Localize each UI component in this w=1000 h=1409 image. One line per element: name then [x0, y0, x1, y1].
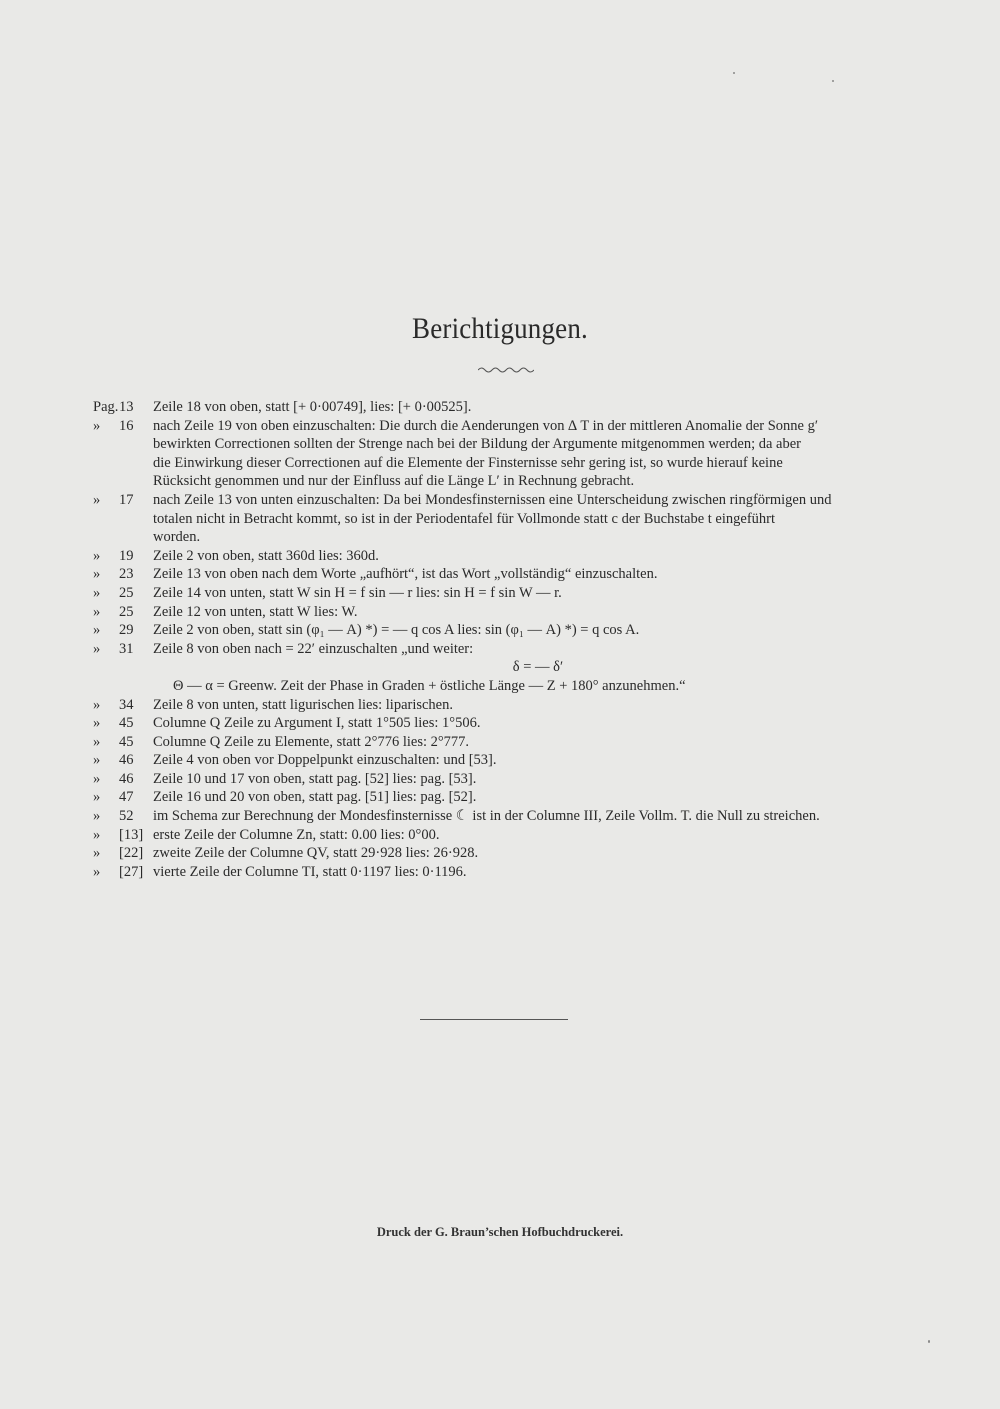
- correction-text: nach Zeile 13 von unten einzuschalten: Da bei Mondesfinsternissen eine Unterscheidung zwischen ringförmigen und: [153, 491, 832, 508]
- correction-text: Zeile 10 und 17 von oben, statt pag. [52] lies: pag. [53].: [153, 770, 477, 787]
- correction-entry: [93, 640, 923, 659]
- ditto-mark: »: [93, 863, 101, 880]
- page-reference: [93, 770, 151, 789]
- page-reference: [93, 863, 151, 882]
- equation-line: δ = — δ′: [512, 659, 564, 676]
- page-number: 34: [119, 696, 134, 713]
- page-reference: [93, 491, 151, 510]
- page-title: Berichtigungen.: [412, 312, 588, 345]
- ditto-mark: »: [93, 491, 101, 508]
- page-number: 47: [119, 789, 134, 806]
- corrections-list: [93, 398, 923, 881]
- correction-text: die Einwirkung dieser Correctionen auf die Elemente der Finsternisse sehr gering ist, so wurde hierauf keine: [153, 454, 783, 471]
- page-reference: [93, 788, 151, 807]
- ditto-mark: »: [93, 770, 101, 787]
- correction-entry: [93, 547, 923, 566]
- correction-text: totalen nicht in Betracht kommt, so ist in der Periodentafel für Vollmonde statt c der Buchstabe t eingeführt: [153, 510, 776, 527]
- correction-entry: [93, 417, 923, 491]
- correction-text: Zeile 4 von oben vor Doppelpunkt einzuschalten: und [53].: [153, 752, 497, 769]
- page-number: 45: [119, 733, 134, 750]
- correction-entry: [93, 770, 923, 789]
- correction-text: Zeile 12 von unten, statt W lies: W.: [153, 603, 358, 620]
- ditto-mark: »: [93, 808, 101, 825]
- page-reference: [93, 547, 151, 566]
- correction-text: vierte Zeile der Columne TI, statt 0·1197 lies: 0·1196.: [153, 863, 467, 880]
- page-number: 23: [119, 566, 134, 583]
- page-number: 46: [119, 752, 134, 769]
- page-reference: [93, 733, 151, 752]
- page-reference: [93, 603, 151, 622]
- correction-entry: [93, 398, 923, 417]
- correction-entry: [93, 621, 923, 640]
- page-number: 19: [119, 547, 134, 564]
- page-reference: [93, 584, 151, 603]
- page-number: 13: [119, 399, 134, 415]
- page-reference: [93, 807, 151, 826]
- ditto-mark: »: [93, 789, 101, 806]
- page-number: [22]: [119, 845, 144, 862]
- correction-text: im Schema zur Berechnung der Mondesfinsternisse ☾ ist in der Columne III, Zeile Vollm. T. die Null zu streichen.: [153, 808, 820, 825]
- correction-text: erste Zeile der Columne Zn, statt: 0.00 lies: 0°00.: [153, 826, 440, 843]
- correction-text: Zeile 18 von oben, statt [+ 0·00749], lies: [+ 0·00525].: [153, 399, 472, 415]
- ditto-mark: »: [93, 566, 101, 583]
- correction-entry: [93, 603, 923, 622]
- correction-text: Zeile 14 von unten, statt W sin H = f sin — r lies: sin H = f sin W — r.: [153, 584, 562, 601]
- page-speck: [832, 80, 834, 82]
- ditto-mark: »: [93, 845, 101, 862]
- ditto-mark: »: [93, 752, 101, 769]
- correction-text: zweite Zeile der Columne QV, statt 29·928 lies: 26·928.: [153, 845, 479, 862]
- page-number: 16: [119, 417, 134, 434]
- page-reference: [93, 640, 151, 659]
- correction-entry: [93, 807, 923, 826]
- correction-entry: [93, 826, 923, 845]
- page-reference: [93, 565, 151, 584]
- page-reference: [93, 844, 151, 863]
- page-number: 17: [119, 491, 134, 508]
- page-number: 52: [119, 808, 134, 825]
- page-number: 29: [119, 622, 134, 639]
- correction-text: Zeile 16 und 20 von oben, statt pag. [51] lies: pag. [52].: [153, 789, 477, 806]
- correction-text: Columne Q Zeile zu Argument I, statt 1°505 lies: 1°506.: [153, 715, 481, 732]
- correction-entry: [93, 565, 923, 584]
- title-ornament: [478, 366, 534, 374]
- correction-text: worden.: [153, 529, 201, 546]
- correction-entry: [93, 733, 923, 752]
- correction-entry: [93, 491, 923, 547]
- page-reference: [93, 398, 151, 417]
- page-number: 25: [119, 603, 134, 620]
- page-reference: [93, 714, 151, 733]
- page-reference: [93, 621, 151, 640]
- divider-rule: [420, 1019, 568, 1020]
- correction-text: Rücksicht genommen und nur der Einfluss auf die Länge L′ in Rechnung gebracht.: [153, 473, 635, 490]
- ditto-mark: Pag.: [93, 399, 119, 415]
- ditto-mark: »: [93, 826, 101, 843]
- page-number: 31: [119, 640, 134, 657]
- correction-text: Zeile 13 von oben nach dem Worte „aufhört“, ist das Wort „vollständig“ einzuschalten.: [153, 566, 658, 583]
- correction-text: bewirkten Correctionen sollten der Strenge nach bei der Bildung der Argumente mitgenommen werden; da aber: [153, 436, 802, 453]
- correction-entry: [93, 788, 923, 807]
- page-reference: [93, 826, 151, 845]
- correction-text: Zeile 2 von oben, statt 360d lies: 360d.: [153, 547, 379, 564]
- ditto-mark: »: [93, 547, 101, 564]
- page-number: 25: [119, 584, 134, 601]
- printer-imprint: Druck der G. Braun’schen Hofbuchdruckerei.: [376, 1225, 624, 1239]
- ditto-mark: »: [93, 622, 101, 639]
- page-speck: [928, 1340, 930, 1343]
- correction-entry: [93, 751, 923, 770]
- correction-entry: [93, 584, 923, 603]
- correction-text: Columne Q Zeile zu Elemente, statt 2°776 lies: 2°777.: [153, 733, 470, 750]
- ditto-mark: »: [93, 640, 101, 657]
- page-reference: [93, 417, 151, 436]
- correction-text: Zeile 8 von unten, statt ligurischen lies: liparischen.: [153, 696, 453, 713]
- correction-entry: [93, 696, 923, 715]
- ditto-mark: »: [93, 733, 101, 750]
- ditto-mark: »: [93, 603, 101, 620]
- ditto-mark: »: [93, 417, 101, 434]
- equation-line: Θ — α = Greenw. Zeit der Phase in Graden + östliche Länge — Z + 180° anzunehmen.“: [173, 677, 686, 694]
- page-number: [13]: [119, 826, 144, 843]
- ditto-mark: »: [93, 696, 101, 713]
- page-number: [27]: [119, 863, 144, 880]
- ditto-mark: »: [93, 715, 101, 732]
- correction-text: Zeile 2 von oben, statt sin (φ₁ — A) *) = — q cos A lies: sin (φ₁ — A) *) = q cos A.: [153, 622, 640, 639]
- page-speck: [733, 72, 735, 74]
- page-number: 45: [119, 715, 134, 732]
- correction-entry: [93, 714, 923, 733]
- correction-text: Zeile 8 von oben nach = 22′ einzuschalten „und weiter:: [153, 640, 474, 657]
- correction-entry: [93, 863, 923, 882]
- correction-text: nach Zeile 19 von oben einzuschalten: Die durch die Aenderungen von ∆ T in der mittleren Anomalie der Sonne g′: [153, 417, 819, 434]
- page-reference: [93, 696, 151, 715]
- correction-entry: [93, 844, 923, 863]
- page-reference: [93, 751, 151, 770]
- page-number: 46: [119, 770, 134, 787]
- ditto-mark: »: [93, 584, 101, 601]
